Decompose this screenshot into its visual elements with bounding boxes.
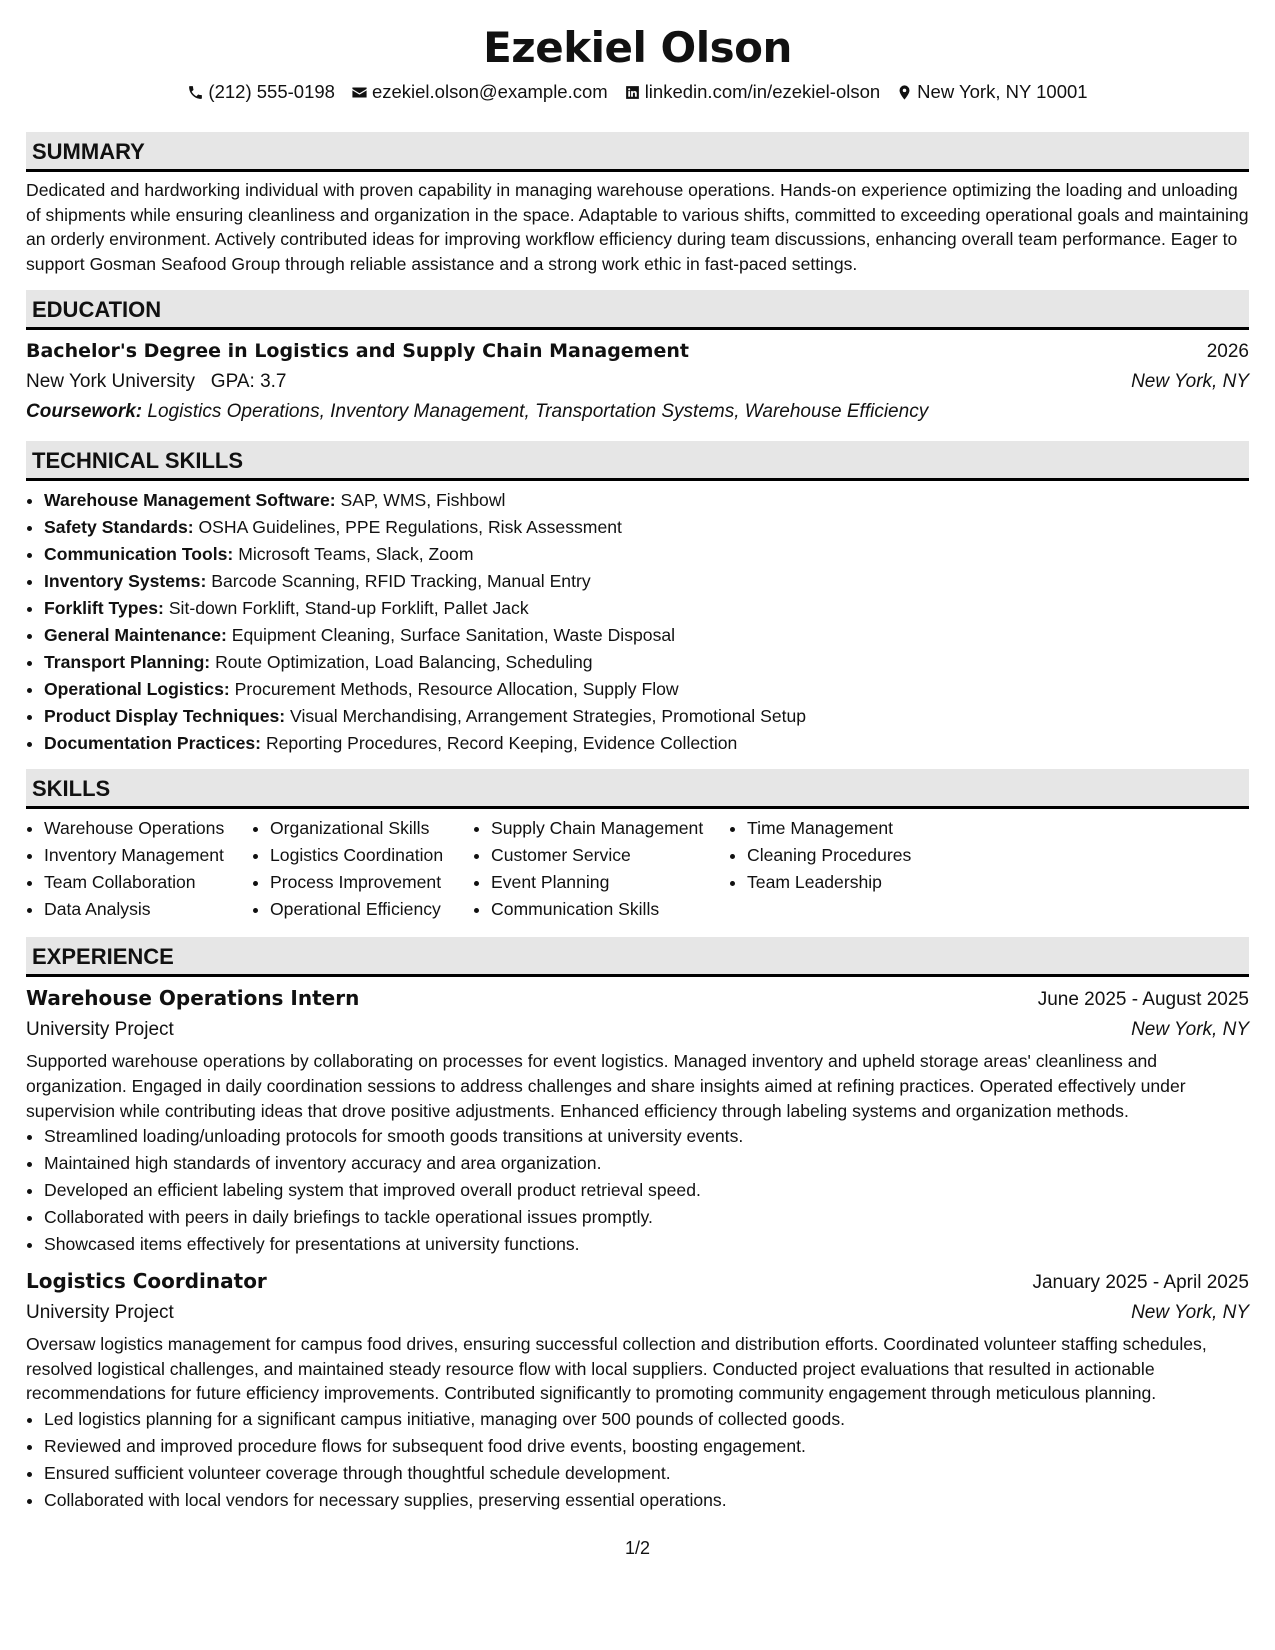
resume-page	[26, 0, 1249, 1514]
job-dates: June 2025 - August 2025	[1037, 989, 1249, 1011]
location-text: New York, NY 10001	[917, 81, 1088, 102]
job-summary: Oversaw logistics management for campus food drives, ensuring successful collection and distribution efforts. Coordinated volunteer staffing schedules, resolved logistical challenges, and maintained steady resource flow with local suppliers. Conducted project evaluations that resulted in actionable recommendations for future efficiency improvements. Contributed significantly to promoting community engagement through meticulous planning.	[26, 1334, 1207, 1404]
list-item: • Communication Skills	[491, 896, 729, 923]
skill-value: Sit-down Forklift, Stand-up Forklift, Pallet Jack	[168, 598, 529, 619]
skill-value: SAP, WMS, Fishbowl	[340, 490, 506, 511]
list-item: • Developed an efficient labeling system that improved overall product retrieval speed.	[44, 1177, 1249, 1204]
school-location: New York, NY	[1131, 371, 1249, 393]
technical-skills-heading: TECHNICAL SKILLS	[26, 441, 1249, 481]
skill-value: Equipment Cleaning, Surface Sanitation, Waste Disposal	[231, 625, 676, 646]
job-title: Logistics Coordinator	[26, 1269, 267, 1294]
skill-value: Microsoft Teams, Slack, Zoom	[238, 544, 474, 565]
list-item	[44, 541, 1249, 568]
skill-label: Product Display Techniques:	[44, 706, 286, 727]
skill-value: Route Optimization, Load Balancing, Scheduling	[215, 652, 593, 673]
list-item: • Team Collaboration	[44, 869, 252, 896]
list-item: • Collaborated with peers in daily briefings to tackle operational issues promptly.	[44, 1204, 1249, 1231]
email-link[interactable]: ezekiel.olson@example.com	[371, 81, 608, 102]
contact-email[interactable]	[351, 80, 608, 104]
job-header-row	[26, 983, 1249, 1015]
list-item: • Ensured sufficient volunteer coverage through thoughtful schedule development.	[44, 1460, 1249, 1487]
coursework-label: Coursework:	[26, 401, 143, 423]
list-item: • Maintained high standards of inventory accuracy and area organization.	[44, 1150, 1249, 1177]
skill-value: Barcode Scanning, RFID Tracking, Manual Entry	[211, 571, 591, 592]
skill-label: Forklift Types:	[44, 598, 164, 619]
school-info	[26, 367, 286, 397]
job-org: University Project	[26, 1302, 174, 1324]
skill-value: OSHA Guidelines, PPE Regulations, Risk Assessment	[198, 517, 622, 538]
skill-value: Reporting Procedures, Record Keeping, Evidence Collection	[265, 733, 738, 754]
linkedin-icon	[624, 84, 641, 101]
school-name: New York University	[26, 371, 195, 393]
job-entry	[26, 983, 1249, 1258]
list-item: • Time Management	[747, 815, 977, 842]
job-org: University Project	[26, 1019, 174, 1041]
list-item	[44, 514, 1249, 541]
list-item	[44, 568, 1249, 595]
skills-column	[26, 815, 252, 923]
list-item: • Collaborated with local vendors for necessary supplies, preserving essential operations.	[44, 1487, 1249, 1514]
technical-skills-list	[26, 487, 1249, 757]
contact-bar	[26, 80, 1249, 104]
skill-label: General Maintenance:	[44, 625, 227, 646]
list-item	[44, 703, 1249, 730]
skills-grid	[26, 815, 1249, 923]
contact-linkedin[interactable]	[624, 80, 880, 104]
list-item: • Showcased items effectively for presentations at university functions.	[44, 1231, 1249, 1258]
graduation-year: 2026	[1206, 341, 1249, 363]
list-item: • Led logistics planning for a significant campus initiative, managing over 500 pounds of collected goods.	[44, 1406, 1249, 1433]
list-item: • Inventory Management	[44, 842, 252, 869]
list-item: • Reviewed and improved procedure flows for subsequent food drive events, boosting engagement.	[44, 1433, 1249, 1460]
job-bullets	[26, 1123, 1249, 1258]
summary-text: Dedicated and hardworking individual with proven capability in managing warehouse operations. Hands-on experience optimizing the loading and unloading of shipments while ensuring cleanliness and organization in the space. Adaptable to various shifts, committed to exceeding operational goals and maintaining an orderly environment. Actively contributed ideas for improving workflow efficiency during team discussions, enhancing overall team performance. Eager to support Gosman Seafood Group through reliable assistance and a strong work ethic in fast-paced settings.	[26, 180, 1249, 274]
list-item: • Logistics Coordination	[270, 842, 473, 869]
list-item: • Process Improvement	[270, 869, 473, 896]
skills-column	[473, 815, 729, 923]
education-heading: EDUCATION	[26, 290, 1249, 330]
job-entry	[26, 1266, 1249, 1514]
degree-title: Bachelor's Degree in Logistics and Supply Chain Management	[26, 340, 689, 363]
list-item: • Event Planning	[491, 869, 729, 896]
gpa: GPA: 3.7	[210, 371, 287, 393]
list-item: • Supply Chain Management	[491, 815, 729, 842]
skill-label: Operational Logistics:	[44, 679, 230, 700]
skill-label: Safety Standards:	[44, 517, 194, 538]
linkedin-link[interactable]: linkedin.com/in/ezekiel-olson	[644, 81, 881, 102]
list-item: • Data Analysis	[44, 896, 252, 923]
list-item: • Warehouse Operations	[44, 815, 252, 842]
list-item	[44, 487, 1249, 514]
envelope-icon	[351, 84, 368, 101]
skill-label: Communication Tools:	[44, 544, 234, 565]
list-item	[44, 730, 1249, 757]
skill-label: Documentation Practices:	[44, 733, 262, 754]
skill-label: Warehouse Management Software:	[44, 490, 336, 511]
list-item: • Customer Service	[491, 842, 729, 869]
skill-label: Inventory Systems:	[44, 571, 207, 592]
job-location: New York, NY	[1131, 1302, 1249, 1324]
page-number: 1/2	[624, 1538, 651, 1558]
contact-phone	[187, 80, 335, 104]
education-school-row	[26, 367, 1249, 397]
job-summary: Supported warehouse operations by collaborating on processes for event logistics. Managed inventory and upheld storage areas' cleanliness and organization. Engaged in daily coordination sessions to address challenges and share insights aimed at refining practices. Operated effectively under supervision while contributing ideas that drove positive adjustments. Enhanced efficiency through labeling systems and organization methods.	[26, 1051, 1186, 1121]
coursework-list: Logistics Operations, Inventory Management, Transportation Systems, Warehouse Efficiency	[147, 401, 929, 423]
job-location: New York, NY	[1131, 1019, 1249, 1041]
candidate-name: Ezekiel Olson	[483, 23, 792, 72]
skill-label: Transport Planning:	[44, 652, 211, 673]
skills-heading: SKILLS	[26, 769, 1249, 809]
skill-value: Procurement Methods, Resource Allocation, Supply Flow	[234, 679, 679, 700]
phone-text: (212) 555-0198	[208, 81, 335, 102]
list-item	[44, 595, 1249, 622]
list-item	[44, 676, 1249, 703]
list-item: • Organizational Skills	[270, 815, 473, 842]
list-item: • Team Leadership	[747, 869, 977, 896]
job-header-row	[26, 1266, 1249, 1298]
skills-column	[252, 815, 473, 923]
contact-location	[896, 80, 1087, 104]
job-org-row	[26, 1015, 1249, 1045]
list-item: • Streamlined loading/unloading protocols for smooth goods transitions at university events.	[44, 1123, 1249, 1150]
summary-heading: SUMMARY	[26, 132, 1249, 172]
list-item	[44, 649, 1249, 676]
list-item: • Cleaning Procedures	[747, 842, 977, 869]
job-title: Warehouse Operations Intern	[26, 986, 360, 1011]
coursework	[26, 397, 1249, 427]
list-item	[44, 622, 1249, 649]
job-org-row	[26, 1298, 1249, 1328]
phone-icon	[187, 84, 204, 101]
job-dates: January 2025 - April 2025	[1032, 1272, 1249, 1294]
job-bullets	[26, 1406, 1249, 1514]
education-degree-row	[26, 336, 1249, 367]
experience-heading: EXPERIENCE	[26, 937, 1249, 977]
list-item: • Operational Efficiency	[270, 896, 473, 923]
skill-value: Visual Merchandising, Arrangement Strategies, Promotional Setup	[290, 706, 807, 727]
map-pin-icon	[896, 84, 913, 101]
skills-column	[729, 815, 977, 923]
